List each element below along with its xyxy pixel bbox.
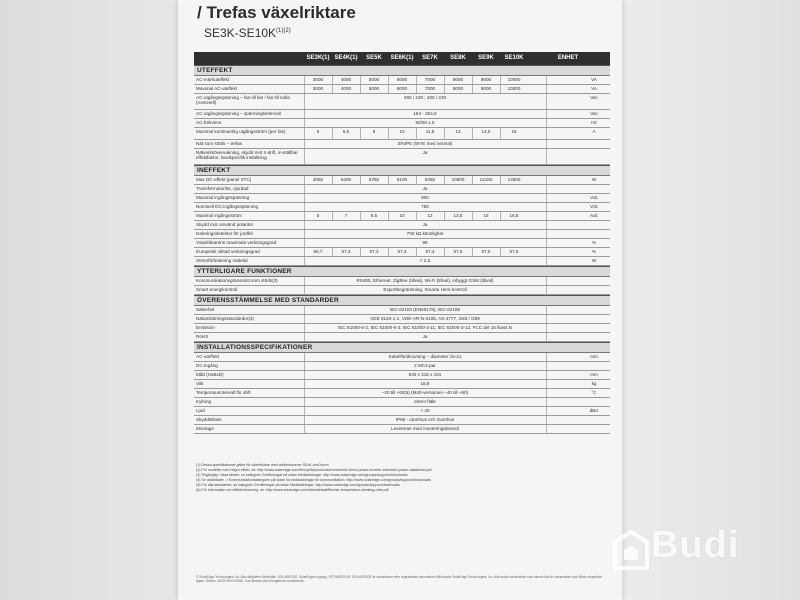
cell-divider xyxy=(388,248,389,256)
value-cell: 6750 xyxy=(368,177,380,182)
cell-divider xyxy=(546,257,547,265)
cell-divider xyxy=(388,85,389,93)
column-header: SE6K(1) xyxy=(390,55,414,61)
cell-divider xyxy=(360,176,361,184)
cell-divider xyxy=(416,76,417,84)
row-label: Maximal ingångsström xyxy=(196,213,242,218)
column-header: SE7K xyxy=(422,55,438,61)
table-row xyxy=(194,425,610,434)
row-label: RoHS xyxy=(196,334,209,339)
value-cell: 10000 xyxy=(507,77,521,82)
table-row xyxy=(194,149,610,165)
row-label: Vikt xyxy=(196,381,204,386)
footnote: (1) Dessa specifikationer gäller för växelriktare med artikelnummer SExK-xxxIXxxxx xyxy=(196,463,329,467)
cell-divider xyxy=(472,176,473,184)
table-row xyxy=(194,333,610,342)
model-range-subtitle xyxy=(204,26,291,40)
table-row xyxy=(194,315,610,324)
cell-divider xyxy=(472,85,473,93)
column-header: SE8K xyxy=(450,55,466,61)
value-cell: 96,7 xyxy=(313,249,323,254)
section-title: YTTERLIGARE FUNKTIONER xyxy=(197,268,292,275)
cell-divider xyxy=(546,119,547,127)
unit-cell: mm xyxy=(590,372,598,377)
value-cell: 8000 xyxy=(452,77,464,82)
row-label: Kylning xyxy=(196,399,212,404)
row-label: Transformatorlös, ojordad xyxy=(196,186,249,191)
row-label: Nät som stöds – trefas xyxy=(196,141,242,146)
table-row xyxy=(194,128,610,140)
cell-divider xyxy=(416,128,417,139)
section-header xyxy=(194,165,610,176)
row-label: AC-märkuteffekt xyxy=(196,77,230,82)
value-cell: 8100 xyxy=(396,177,408,182)
row-label: Temperaturintervall för drift xyxy=(196,390,251,395)
value-cell: 7000 xyxy=(424,77,436,82)
cell-divider xyxy=(416,248,417,256)
merged-value-cell: 700 kΩ känslighet xyxy=(406,231,444,236)
cell-divider xyxy=(500,85,501,93)
cell-divider xyxy=(546,185,547,193)
table-row xyxy=(194,353,610,362)
row-label: Maximal ingångsspänning xyxy=(196,195,250,200)
table-row xyxy=(194,76,610,85)
row-label: Strömförbrukning nattetid xyxy=(196,258,248,263)
column-header: SE5K xyxy=(366,55,382,61)
value-cell: 8,5 xyxy=(370,213,378,218)
cell-divider xyxy=(332,128,333,139)
merged-value-cell: 2 MC4-par xyxy=(414,363,436,368)
cell-divider xyxy=(546,315,547,323)
value-cell: 97,6 xyxy=(509,249,519,254)
value-cell: 10 xyxy=(399,129,405,134)
cell-divider xyxy=(332,212,333,220)
table-row xyxy=(194,230,610,239)
column-header: ENHET xyxy=(557,55,579,61)
cell-divider xyxy=(444,176,445,184)
merged-value-cell: 98 xyxy=(422,240,428,245)
watermark-text: Budi xyxy=(651,524,740,566)
row-label: Maximal AC-uteffekt xyxy=(196,86,238,91)
row-label: Skyddsklass xyxy=(196,417,222,422)
value-cell: 97,6 xyxy=(453,249,463,254)
merged-value-cell: 184 - 264,5 xyxy=(413,111,437,116)
table-row xyxy=(194,407,610,416)
cell-divider xyxy=(546,76,547,84)
value-cell: 9000 xyxy=(480,86,492,91)
cell-divider xyxy=(388,176,389,184)
cell-divider xyxy=(546,248,547,256)
column-header: SE9K xyxy=(478,55,494,61)
footnote: (6) För information om effektreducering, se: http://www.solaredge.com/sites/default/files/se-temperature-derating-note.pdf xyxy=(196,488,389,493)
cell-divider xyxy=(416,85,417,93)
row-label: Mått (HxBxD) xyxy=(196,372,224,377)
cell-divider xyxy=(500,128,501,139)
cell-divider xyxy=(546,194,547,202)
cell-divider xyxy=(546,212,547,220)
row-label: Skydd mot omvänd polaritet xyxy=(196,222,253,227)
value-cell: 3000 xyxy=(312,86,324,91)
cell-divider xyxy=(546,324,547,332)
watermark-logo-icon xyxy=(611,528,651,572)
cell-divider xyxy=(546,221,547,229)
table-row xyxy=(194,119,610,128)
row-label: AC-uteffekt xyxy=(196,354,219,359)
merged-value-cell: IEC-62103 (EN50178), IEC-62109 xyxy=(390,307,460,312)
footnote: (5) För alla standarder, se kategorin Certifieringar på sidan Nedladdningar: http://www.solaredge.com/groups/support/downloads xyxy=(196,483,400,488)
section-title: UTEFFEKT xyxy=(197,67,233,74)
value-cell: 7 xyxy=(344,213,348,218)
table-row xyxy=(194,371,610,380)
footnotes xyxy=(196,463,606,494)
merged-value-cell: < 2,5 xyxy=(419,258,431,263)
value-cell: 97,3 xyxy=(397,249,407,254)
unit-cell: ˚C xyxy=(591,390,597,395)
cell-divider xyxy=(546,353,547,361)
table-header xyxy=(194,52,610,65)
row-label: AC-utgångsspänning – spänningsintervall xyxy=(196,111,281,116)
page-title: / Trefas växelriktare xyxy=(197,3,356,22)
row-label: Ljud xyxy=(196,408,205,413)
value-cell: 13 xyxy=(455,129,461,134)
cell-divider xyxy=(444,128,445,139)
merged-value-cell: 380 / 220 ; 400 / 230 xyxy=(403,95,447,100)
cell-divider xyxy=(546,85,547,93)
unit-cell: A xyxy=(592,129,596,134)
cell-divider xyxy=(546,286,547,294)
table-row xyxy=(194,85,610,94)
table-row xyxy=(194,203,610,212)
watermark xyxy=(611,524,781,572)
value-cell: 8000 xyxy=(452,86,464,91)
row-label: AC-utgångsspänning – fas till fas / fas till nolla (nominell) xyxy=(196,95,290,106)
table-row xyxy=(194,140,610,149)
cell-divider xyxy=(388,76,389,84)
cell-divider xyxy=(546,140,547,148)
cell-divider xyxy=(444,248,445,256)
section-header xyxy=(194,342,610,353)
section-title: ÖVERENSSTÄMMELSE MED STANDARDER xyxy=(197,297,339,304)
unit-cell: VA xyxy=(591,77,597,82)
value-cell: 6000 xyxy=(396,86,408,91)
merged-value-cell: VDE 0126-1-1, VDE-AR-N-4105, AS-4777, G83 / G59 xyxy=(370,316,480,321)
row-label: Max DC-effekt (panel STC) xyxy=(196,177,252,182)
value-cell: 13500 xyxy=(507,177,521,182)
value-cell: 4000 xyxy=(340,77,352,82)
unit-cell: Vdc xyxy=(590,195,598,200)
cell-divider xyxy=(546,277,547,285)
section-header xyxy=(194,295,610,306)
merged-value-cell: 50/60 ± 5 xyxy=(415,120,435,125)
cell-divider xyxy=(500,76,501,84)
row-label: Kommunikationsgränssnitt som stöds(3) xyxy=(196,278,278,283)
model-range-text: SE3K-SE10K xyxy=(204,26,277,40)
cell-divider xyxy=(416,212,417,220)
table-row xyxy=(194,286,610,295)
unit-cell: Adc xyxy=(590,213,598,218)
cell-divider xyxy=(472,128,473,139)
value-cell: 5000 xyxy=(368,77,380,82)
value-cell: 13,5 xyxy=(453,213,463,218)
table-row xyxy=(194,110,610,119)
value-cell: 3000 xyxy=(312,77,324,82)
row-label: Isoleringsdetektor för jordfel xyxy=(196,231,253,236)
cell-divider xyxy=(360,76,361,84)
cell-divider xyxy=(472,212,473,220)
cell-divider xyxy=(546,94,547,109)
section-header xyxy=(194,266,610,277)
cell-divider xyxy=(500,212,501,220)
cell-divider xyxy=(546,149,547,164)
unit-cell: Vac xyxy=(590,95,598,100)
row-label: Emission xyxy=(196,325,215,330)
merged-value-cell: RS485, Ethernet, ZigBee (tillval), Wi-Fi (tillval), inbyggt GSM (tillval) xyxy=(356,278,494,283)
unit-cell: VA xyxy=(591,86,597,91)
merged-value-cell: Exportbegränsning, Smarta Hem-kontroll xyxy=(383,287,467,292)
row-label: AC-frekvens xyxy=(196,120,222,125)
merged-value-cell: Ja xyxy=(422,150,428,155)
table-row xyxy=(194,398,610,407)
table-row xyxy=(194,416,610,425)
merged-value-cell: Intern fläkt xyxy=(414,399,436,404)
legal-footer: © SolarEdge Technologies Ltd. Alla rättigheter förbehålls. SOLAREDGE, SolarEdges logotyp, OPTIMIZED BY SOLAREDGE är varumärken eller registrerade varumärken tillhörande SolarEdge Technologies, Inc. Alla andra varumärken som nämns häri är varumärken som tillhör respektive ägare. Datum: 06/2019/V01/SWE. Kan ändras utan föregående meddelande. xyxy=(196,575,602,583)
cell-divider xyxy=(500,248,501,256)
value-cell: 97,3 xyxy=(341,249,351,254)
background-right xyxy=(622,0,800,600)
row-label: DC-ingång xyxy=(196,363,218,368)
table-row xyxy=(194,248,610,257)
cell-divider xyxy=(546,389,547,397)
footnote: (3) Tillgänglig i vissa länder, se kategorin Certifieringar på sidan Nedladdningar: http://www.solaredge.com/groups/support/downloads xyxy=(196,473,408,478)
value-cell: 4000 xyxy=(340,86,352,91)
cell-divider xyxy=(546,306,547,314)
row-label: Maximal kontinuerlig utgångsström (per fas) xyxy=(196,129,286,134)
unit-cell: Hz xyxy=(591,120,597,125)
cell-divider xyxy=(332,85,333,93)
table-row xyxy=(194,306,610,315)
cell-divider xyxy=(546,239,547,247)
unit-cell: % xyxy=(591,240,597,245)
value-cell: 10 xyxy=(399,213,405,218)
row-label: Nätanslutningsstandarder(4) xyxy=(196,316,254,321)
value-cell: 12 xyxy=(427,213,433,218)
merged-value-cell: 18,9 xyxy=(420,381,430,386)
cell-divider xyxy=(332,76,333,84)
footnote: (4) Se datablader -> Kommunikationskategorin på sidan för nedladdningar för kommunikation: http://www.solaredge.com/groups/support/downloads xyxy=(196,478,431,483)
merged-value-cell: IP65 - utomhus och inomhus xyxy=(395,417,455,422)
cell-divider xyxy=(546,128,547,139)
table-row xyxy=(194,257,610,266)
value-cell: 5 xyxy=(316,129,320,134)
value-cell: 9450 xyxy=(424,177,436,182)
value-cell: 15 xyxy=(483,213,489,218)
merged-value-cell: –20 till +60(5) (M40-versionen –40 till +60) xyxy=(381,390,469,395)
unit-cell: W xyxy=(591,258,597,263)
section-title: INSTALLATIONSSPECIFIKATIONER xyxy=(197,344,313,351)
table-row xyxy=(194,324,610,333)
row-label: Europeisk viktad verkningsgrad xyxy=(196,249,260,254)
value-cell: 6000 xyxy=(396,77,408,82)
row-label: Säkerhet xyxy=(196,307,215,312)
cell-divider xyxy=(444,85,445,93)
row-label: Nätverksövervakning, skydd mot ö-drift, in-ställbar effektfaktor, landspecifik inställning xyxy=(196,150,298,161)
merged-value-cell: Ja xyxy=(422,222,428,227)
cell-divider xyxy=(444,212,445,220)
value-cell: 11,5 xyxy=(425,129,435,134)
cell-divider xyxy=(388,128,389,139)
value-cell: 5400 xyxy=(340,177,352,182)
background-left xyxy=(0,0,178,600)
value-cell: 7000 xyxy=(424,86,436,91)
table-row xyxy=(194,362,610,371)
value-cell: 5000 xyxy=(368,86,380,91)
section-header xyxy=(194,65,610,76)
row-label: Smart energikontroll xyxy=(196,287,238,292)
table-row xyxy=(194,221,610,230)
value-cell: 8 xyxy=(372,129,376,134)
cell-divider xyxy=(546,333,547,341)
value-cell: 9000 xyxy=(480,77,492,82)
merged-value-cell: 540 x 315 x 191 xyxy=(408,372,442,377)
column-header: SE3K(1) xyxy=(306,55,330,61)
cell-divider xyxy=(546,380,547,388)
value-cell: 97,3 xyxy=(369,249,379,254)
table-row xyxy=(194,239,610,248)
row-label: Montage xyxy=(196,426,214,431)
cell-divider xyxy=(472,248,473,256)
unit-cell: Vdc xyxy=(590,204,598,209)
cell-divider xyxy=(546,398,547,406)
cell-divider xyxy=(332,176,333,184)
value-cell: 16,5 xyxy=(509,213,519,218)
cell-divider xyxy=(546,407,547,415)
cell-divider xyxy=(332,248,333,256)
merged-value-cell: Kabelförskruvning – diameter 15-21 xyxy=(388,354,462,359)
merged-value-cell: 750 xyxy=(421,204,429,209)
value-cell: 97,4 xyxy=(425,249,435,254)
value-cell: 97,5 xyxy=(481,249,491,254)
table-row xyxy=(194,194,610,203)
value-cell: 10000 xyxy=(507,86,521,91)
value-cell: 4050 xyxy=(312,177,324,182)
table-row xyxy=(194,185,610,194)
unit-cell: mm xyxy=(590,354,598,359)
cell-divider xyxy=(360,128,361,139)
cell-divider xyxy=(444,76,445,84)
value-cell: 6,5 xyxy=(342,129,350,134)
merged-value-cell: Ja xyxy=(422,186,428,191)
cell-divider xyxy=(360,85,361,93)
cell-divider xyxy=(416,176,417,184)
cell-divider xyxy=(388,212,389,220)
merged-value-cell: 3/N/PE (WYE med neutral) xyxy=(397,141,453,146)
cell-divider xyxy=(546,230,547,238)
value-cell: 12150 xyxy=(479,177,493,182)
cell-divider xyxy=(472,76,473,84)
cell-divider xyxy=(546,416,547,424)
model-range-footnote: (1)(2) xyxy=(276,28,291,34)
table-row xyxy=(194,277,610,286)
value-cell: 10800 xyxy=(451,177,465,182)
unit-cell: W xyxy=(591,177,597,182)
cell-divider xyxy=(546,203,547,211)
cell-divider xyxy=(360,248,361,256)
unit-cell: % xyxy=(591,249,597,254)
table-row xyxy=(194,389,610,398)
column-header: SE10K xyxy=(504,55,524,61)
unit-cell: Vac xyxy=(590,111,598,116)
value-cell: 16 xyxy=(511,129,517,134)
value-cell: 14,5 xyxy=(481,129,491,134)
column-header: SE4K(1) xyxy=(334,55,358,61)
merged-value-cell: 900 xyxy=(421,195,429,200)
footnote: (2) För modeller med högre effekt, se: http://www.solaredge.com/files/pdfs/products/inverters/se-three-phase-inverter-extended-power-datasheet.pdf xyxy=(196,468,432,473)
table-row xyxy=(194,176,610,185)
merged-value-cell: Ja xyxy=(422,334,428,339)
merged-value-cell: Levereras med monteringskonsol xyxy=(391,426,459,431)
spec-table xyxy=(194,52,610,434)
section-title: INEFFEKT xyxy=(197,167,231,174)
cell-divider xyxy=(546,371,547,379)
table-row xyxy=(194,94,610,110)
unit-cell: dBA xyxy=(589,408,599,413)
row-label: Växelriktarens maximala verkningsgrad xyxy=(196,240,277,245)
cell-divider xyxy=(360,212,361,220)
cell-divider xyxy=(546,362,547,370)
cell-divider xyxy=(546,110,547,118)
merged-value-cell: < 40 xyxy=(420,408,430,413)
merged-value-cell: IEC 61000-6-2, IEC 61000-6-3, IEC 61000-3-11, IEC 61000-3-12, FCC del 15 klass B xyxy=(338,325,512,330)
cell-divider xyxy=(546,176,547,184)
table-row xyxy=(194,380,610,389)
cell-divider xyxy=(500,176,501,184)
datasheet-page xyxy=(178,0,622,600)
value-cell: 5 xyxy=(316,213,320,218)
table-row xyxy=(194,212,610,221)
row-label: Nominell DC-ingångsspänning xyxy=(196,204,259,209)
unit-cell: kg xyxy=(591,381,597,386)
cell-divider xyxy=(546,425,547,433)
